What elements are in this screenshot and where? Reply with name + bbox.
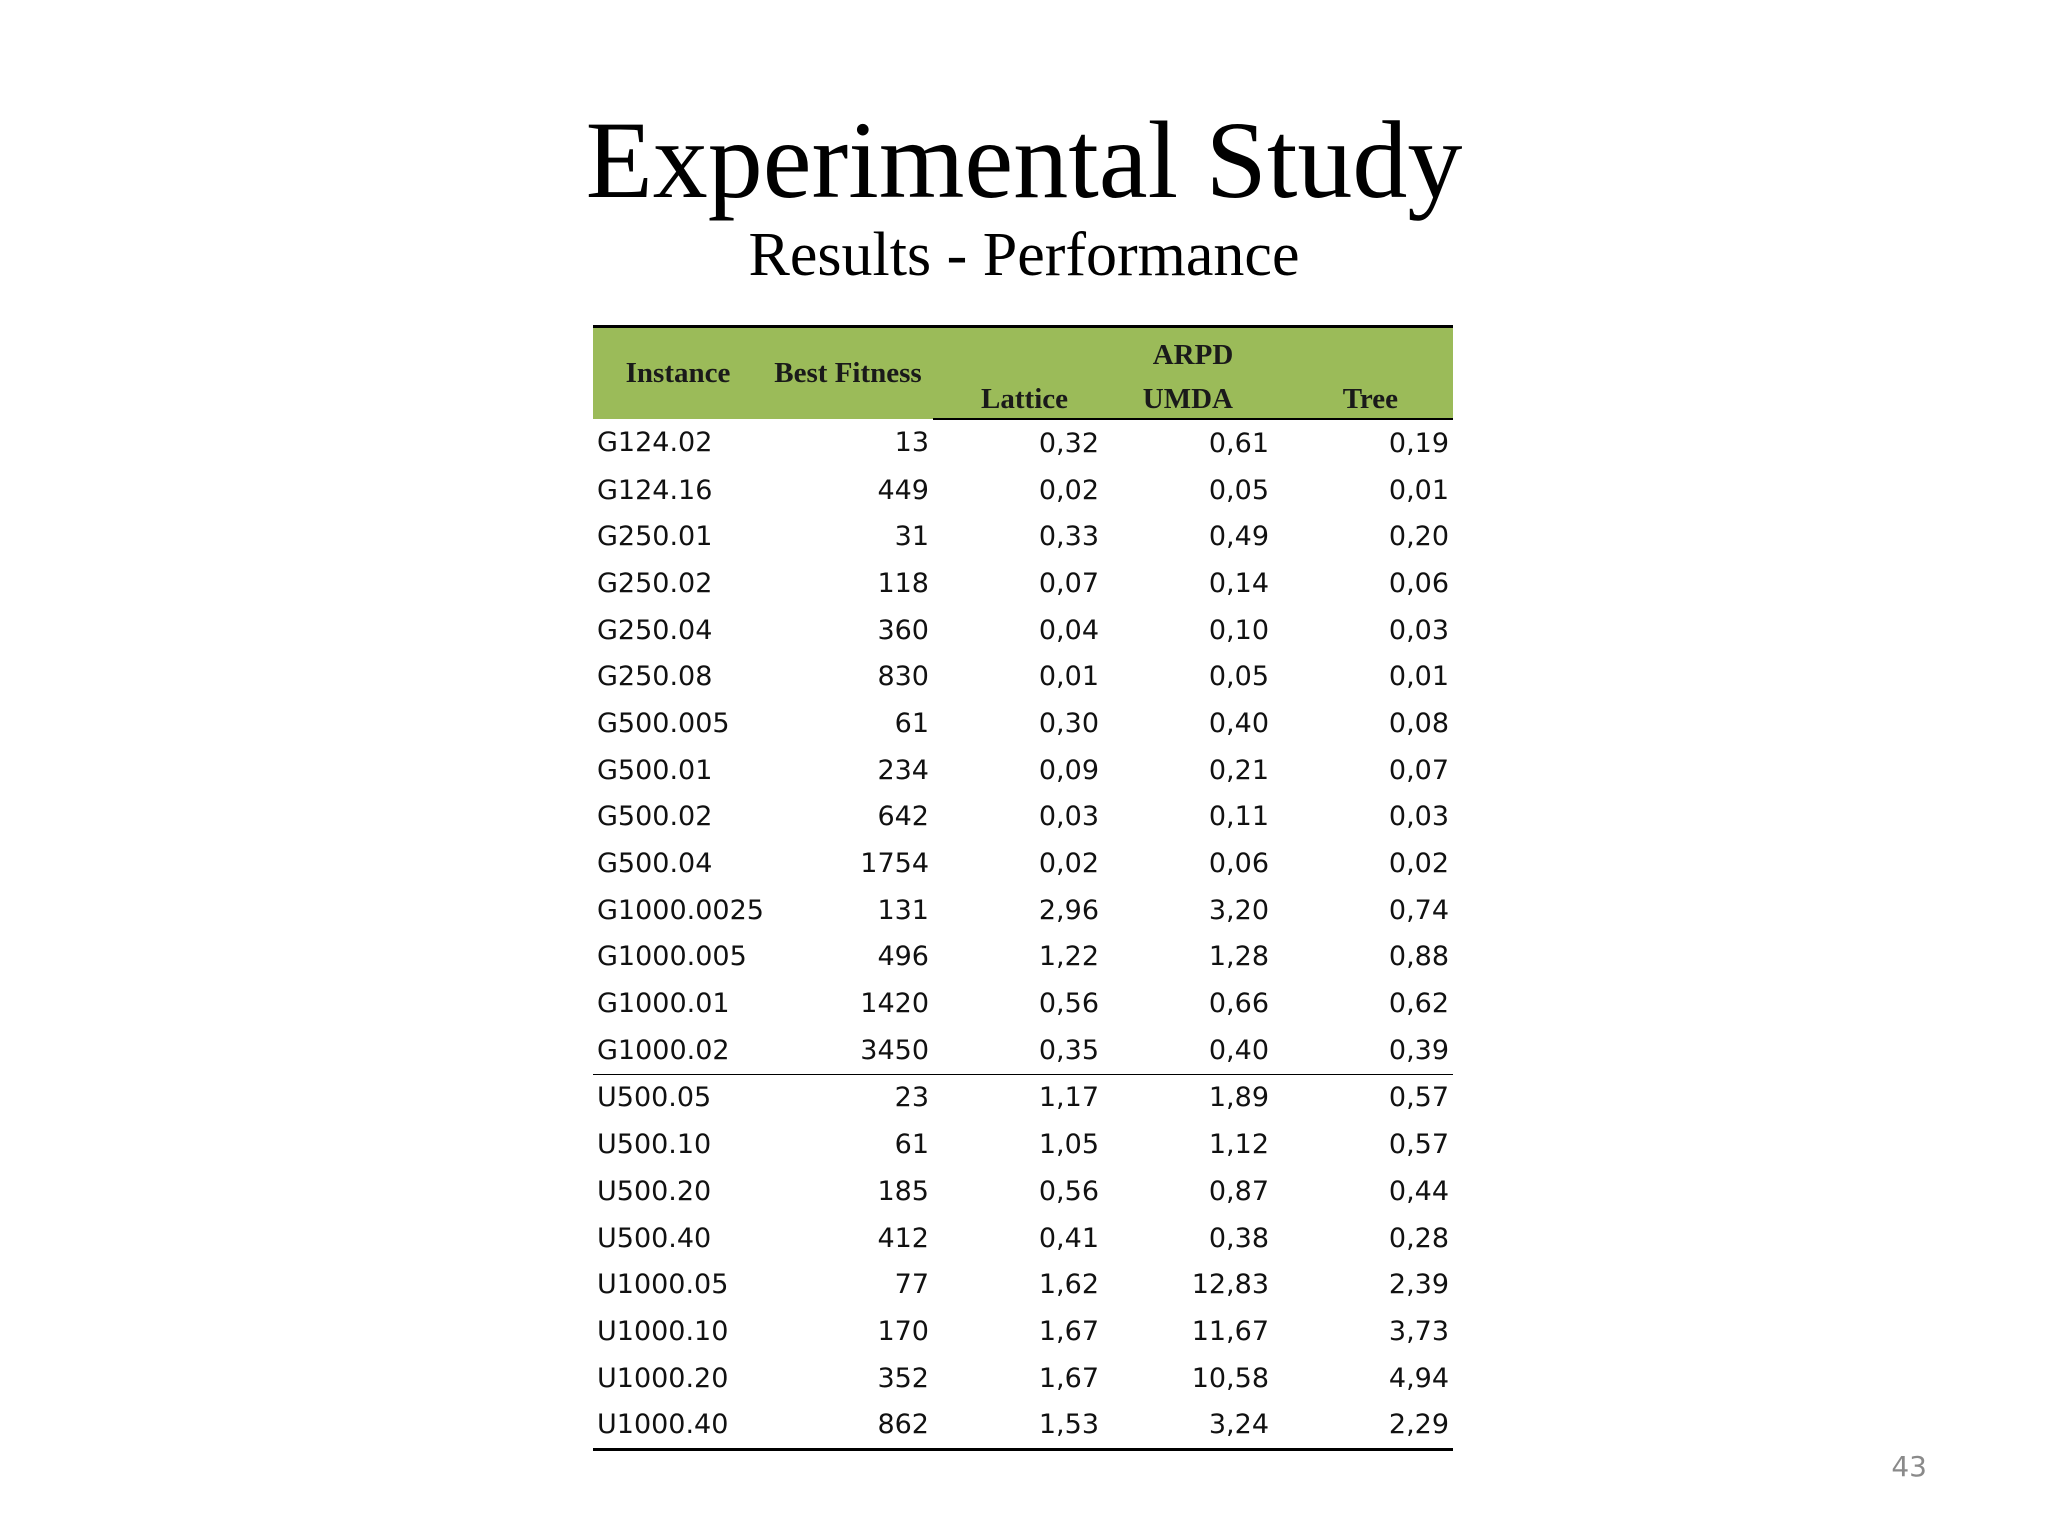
table-row	[593, 980, 1453, 1027]
cell-lattice: 1,17	[1038, 1082, 1099, 1114]
cell-tree: 0,08	[1388, 707, 1450, 739]
cell-umda: 0,40	[1208, 707, 1269, 739]
cell-umda: 0,06	[1208, 848, 1269, 880]
cell-lattice: 0,02	[1038, 474, 1099, 506]
cell-umda: 0,11	[1208, 801, 1269, 833]
cell-umda: 0,66	[1208, 988, 1269, 1020]
cell-umda: 1,12	[1208, 1129, 1269, 1161]
cell-best-fitness: 412	[877, 1222, 929, 1254]
table-row	[593, 840, 1453, 887]
cell-best-fitness: 185	[877, 1175, 929, 1207]
cell-tree: 0,57	[1388, 1082, 1450, 1114]
cell-instance: U1000.10	[597, 1315, 729, 1347]
cell-instance: G1000.01	[597, 988, 730, 1020]
cell-umda: 0,05	[1208, 474, 1269, 506]
cell-lattice: 0,30	[1038, 707, 1099, 739]
cell-tree: 0,02	[1388, 848, 1450, 880]
cell-umda: 0,05	[1208, 661, 1269, 693]
cell-instance: G500.01	[597, 754, 713, 786]
cell-lattice: 0,33	[1038, 521, 1099, 553]
cell-best-fitness: 170	[877, 1315, 929, 1347]
table-row	[593, 747, 1453, 794]
cell-best-fitness: 118	[877, 567, 929, 599]
cell-umda: 1,89	[1208, 1082, 1269, 1114]
cell-best-fitness: 352	[877, 1362, 929, 1394]
cell-lattice: 1,67	[1038, 1315, 1099, 1347]
table-row	[593, 700, 1453, 747]
cell-umda: 3,20	[1208, 894, 1269, 926]
cell-lattice: 0,56	[1038, 988, 1099, 1020]
cell-instance: U1000.20	[597, 1362, 729, 1394]
cell-tree: 0,57	[1388, 1129, 1450, 1161]
cell-tree: 3,73	[1388, 1315, 1450, 1347]
cell-best-fitness: 862	[763, 1401, 933, 1449]
table-row	[593, 794, 1453, 841]
cell-tree: 0,06	[1388, 567, 1450, 599]
cell-umda: 0,14	[1208, 567, 1269, 599]
header-instance: Instance	[593, 327, 763, 420]
table-body	[593, 419, 1453, 1450]
cell-tree: 0,03	[1388, 614, 1450, 646]
header-best-fitness: Best Fitness	[763, 327, 933, 420]
cell-best-fitness: 23	[894, 1082, 929, 1114]
table-row	[593, 1074, 1453, 1121]
table-row	[593, 1355, 1453, 1402]
cell-lattice: 1,62	[1038, 1269, 1099, 1301]
cell-tree: 0,01	[1388, 474, 1450, 506]
table-row	[593, 560, 1453, 607]
cell-lattice: 0,35	[933, 1027, 1103, 1074]
cell-tree: 0,07	[1388, 754, 1450, 786]
cell-umda: 12,83	[1191, 1269, 1269, 1301]
cell-umda: 0,21	[1208, 754, 1269, 786]
cell-lattice: 0,07	[1038, 567, 1099, 599]
table-row	[593, 934, 1453, 981]
cell-tree: 0,39	[1273, 1027, 1453, 1074]
cell-instance: G500.02	[597, 801, 713, 833]
cell-tree: 0,01	[1388, 661, 1450, 693]
cell-lattice: 0,03	[1038, 801, 1099, 833]
cell-umda: 3,24	[1103, 1401, 1273, 1449]
cell-tree: 0,44	[1388, 1175, 1450, 1207]
cell-instance: G1000.0025	[597, 894, 764, 926]
table-row	[593, 1308, 1453, 1355]
cell-umda: 0,40	[1103, 1027, 1273, 1074]
cell-instance: G124.16	[597, 474, 713, 506]
cell-instance: U500.40	[597, 1222, 712, 1254]
cell-lattice: 1,67	[1038, 1362, 1099, 1394]
cell-best-fitness: 496	[877, 941, 929, 973]
cell-instance: G250.08	[597, 661, 713, 693]
cell-tree: 0,19	[1388, 427, 1450, 459]
cell-lattice: 0,09	[1038, 754, 1099, 786]
cell-best-fitness: 642	[877, 801, 929, 833]
cell-tree: 0,28	[1388, 1222, 1450, 1254]
cell-best-fitness: 131	[877, 894, 929, 926]
table-row	[593, 419, 1453, 467]
cell-lattice: 0,01	[1038, 661, 1099, 693]
cell-tree: 2,39	[1388, 1269, 1450, 1301]
cell-instance: U500.20	[597, 1175, 712, 1207]
cell-tree: 4,94	[1388, 1362, 1450, 1394]
cell-umda: 1,28	[1208, 941, 1269, 973]
cell-umda: 0,61	[1208, 427, 1269, 459]
cell-best-fitness: 61	[894, 1129, 929, 1161]
results-table	[593, 325, 1453, 1451]
cell-best-fitness: 830	[877, 661, 929, 693]
cell-tree: 0,74	[1388, 894, 1450, 926]
cell-tree: 0,03	[1388, 801, 1450, 833]
table-row	[593, 1401, 1453, 1449]
cell-umda: 0,10	[1208, 614, 1269, 646]
table-row	[593, 513, 1453, 560]
cell-best-fitness: 1754	[860, 848, 929, 880]
cell-best-fitness: 31	[894, 521, 929, 553]
cell-instance: G500.04	[597, 848, 713, 880]
cell-instance: G500.005	[597, 707, 730, 739]
cell-lattice: 0,32	[1038, 427, 1099, 459]
cell-instance: U1000.05	[597, 1269, 729, 1301]
cell-umda: 11,67	[1191, 1315, 1269, 1347]
cell-tree: 0,62	[1388, 988, 1450, 1020]
cell-instance: U1000.40	[593, 1401, 763, 1449]
cell-best-fitness: 360	[877, 614, 929, 646]
cell-umda: 10,58	[1191, 1362, 1269, 1394]
cell-lattice: 2,96	[1038, 894, 1099, 926]
cell-umda: 0,49	[1208, 521, 1269, 553]
slide-title: Experimental Study	[585, 99, 1463, 221]
slide-subtitle: Results - Performance	[748, 221, 1300, 289]
cell-umda: 0,87	[1208, 1175, 1269, 1207]
header-arpd-group: ARPD	[933, 327, 1453, 373]
table-row	[593, 653, 1453, 700]
cell-lattice: 0,56	[1038, 1175, 1099, 1207]
cell-tree: 0,88	[1388, 941, 1450, 973]
cell-best-fitness: 61	[894, 707, 929, 739]
cell-best-fitness: 234	[877, 754, 929, 786]
results-table-container	[593, 325, 1453, 1451]
table-row	[593, 467, 1453, 514]
cell-instance: U500.05	[597, 1082, 712, 1114]
page-number: 43	[1891, 1450, 1927, 1483]
table-row	[593, 1261, 1453, 1308]
table-row	[593, 1215, 1453, 1262]
cell-lattice: 0,41	[1038, 1222, 1099, 1254]
cell-instance: G250.01	[597, 521, 713, 553]
cell-best-fitness: 449	[877, 474, 929, 506]
cell-best-fitness: 13	[894, 427, 929, 459]
cell-best-fitness: 1420	[860, 988, 929, 1020]
cell-best-fitness: 77	[894, 1269, 929, 1301]
header-umda: UMDA	[1103, 372, 1273, 419]
cell-umda: 0,38	[1208, 1222, 1269, 1254]
header-lattice: Lattice	[933, 372, 1103, 419]
header-tree: Tree	[1273, 372, 1453, 419]
table-row	[593, 1027, 1453, 1074]
table-row	[593, 607, 1453, 654]
cell-tree: 2,29	[1273, 1401, 1453, 1449]
cell-instance: G124.02	[597, 427, 713, 459]
cell-best-fitness: 3450	[763, 1027, 933, 1074]
cell-instance: G1000.005	[597, 941, 747, 973]
table-row	[593, 1121, 1453, 1168]
cell-lattice: 0,02	[1038, 848, 1099, 880]
cell-instance: G250.04	[597, 614, 713, 646]
table-row	[593, 887, 1453, 934]
table-header	[593, 327, 1453, 420]
cell-lattice: 1,53	[933, 1401, 1103, 1449]
table-row	[593, 1168, 1453, 1215]
cell-lattice: 0,04	[1038, 614, 1099, 646]
cell-lattice: 1,05	[1038, 1129, 1099, 1161]
cell-tree: 0,20	[1388, 521, 1450, 553]
cell-instance: G1000.02	[593, 1027, 763, 1074]
cell-instance: G250.02	[597, 567, 713, 599]
cell-instance: U500.10	[597, 1129, 712, 1161]
cell-lattice: 1,22	[1038, 941, 1099, 973]
